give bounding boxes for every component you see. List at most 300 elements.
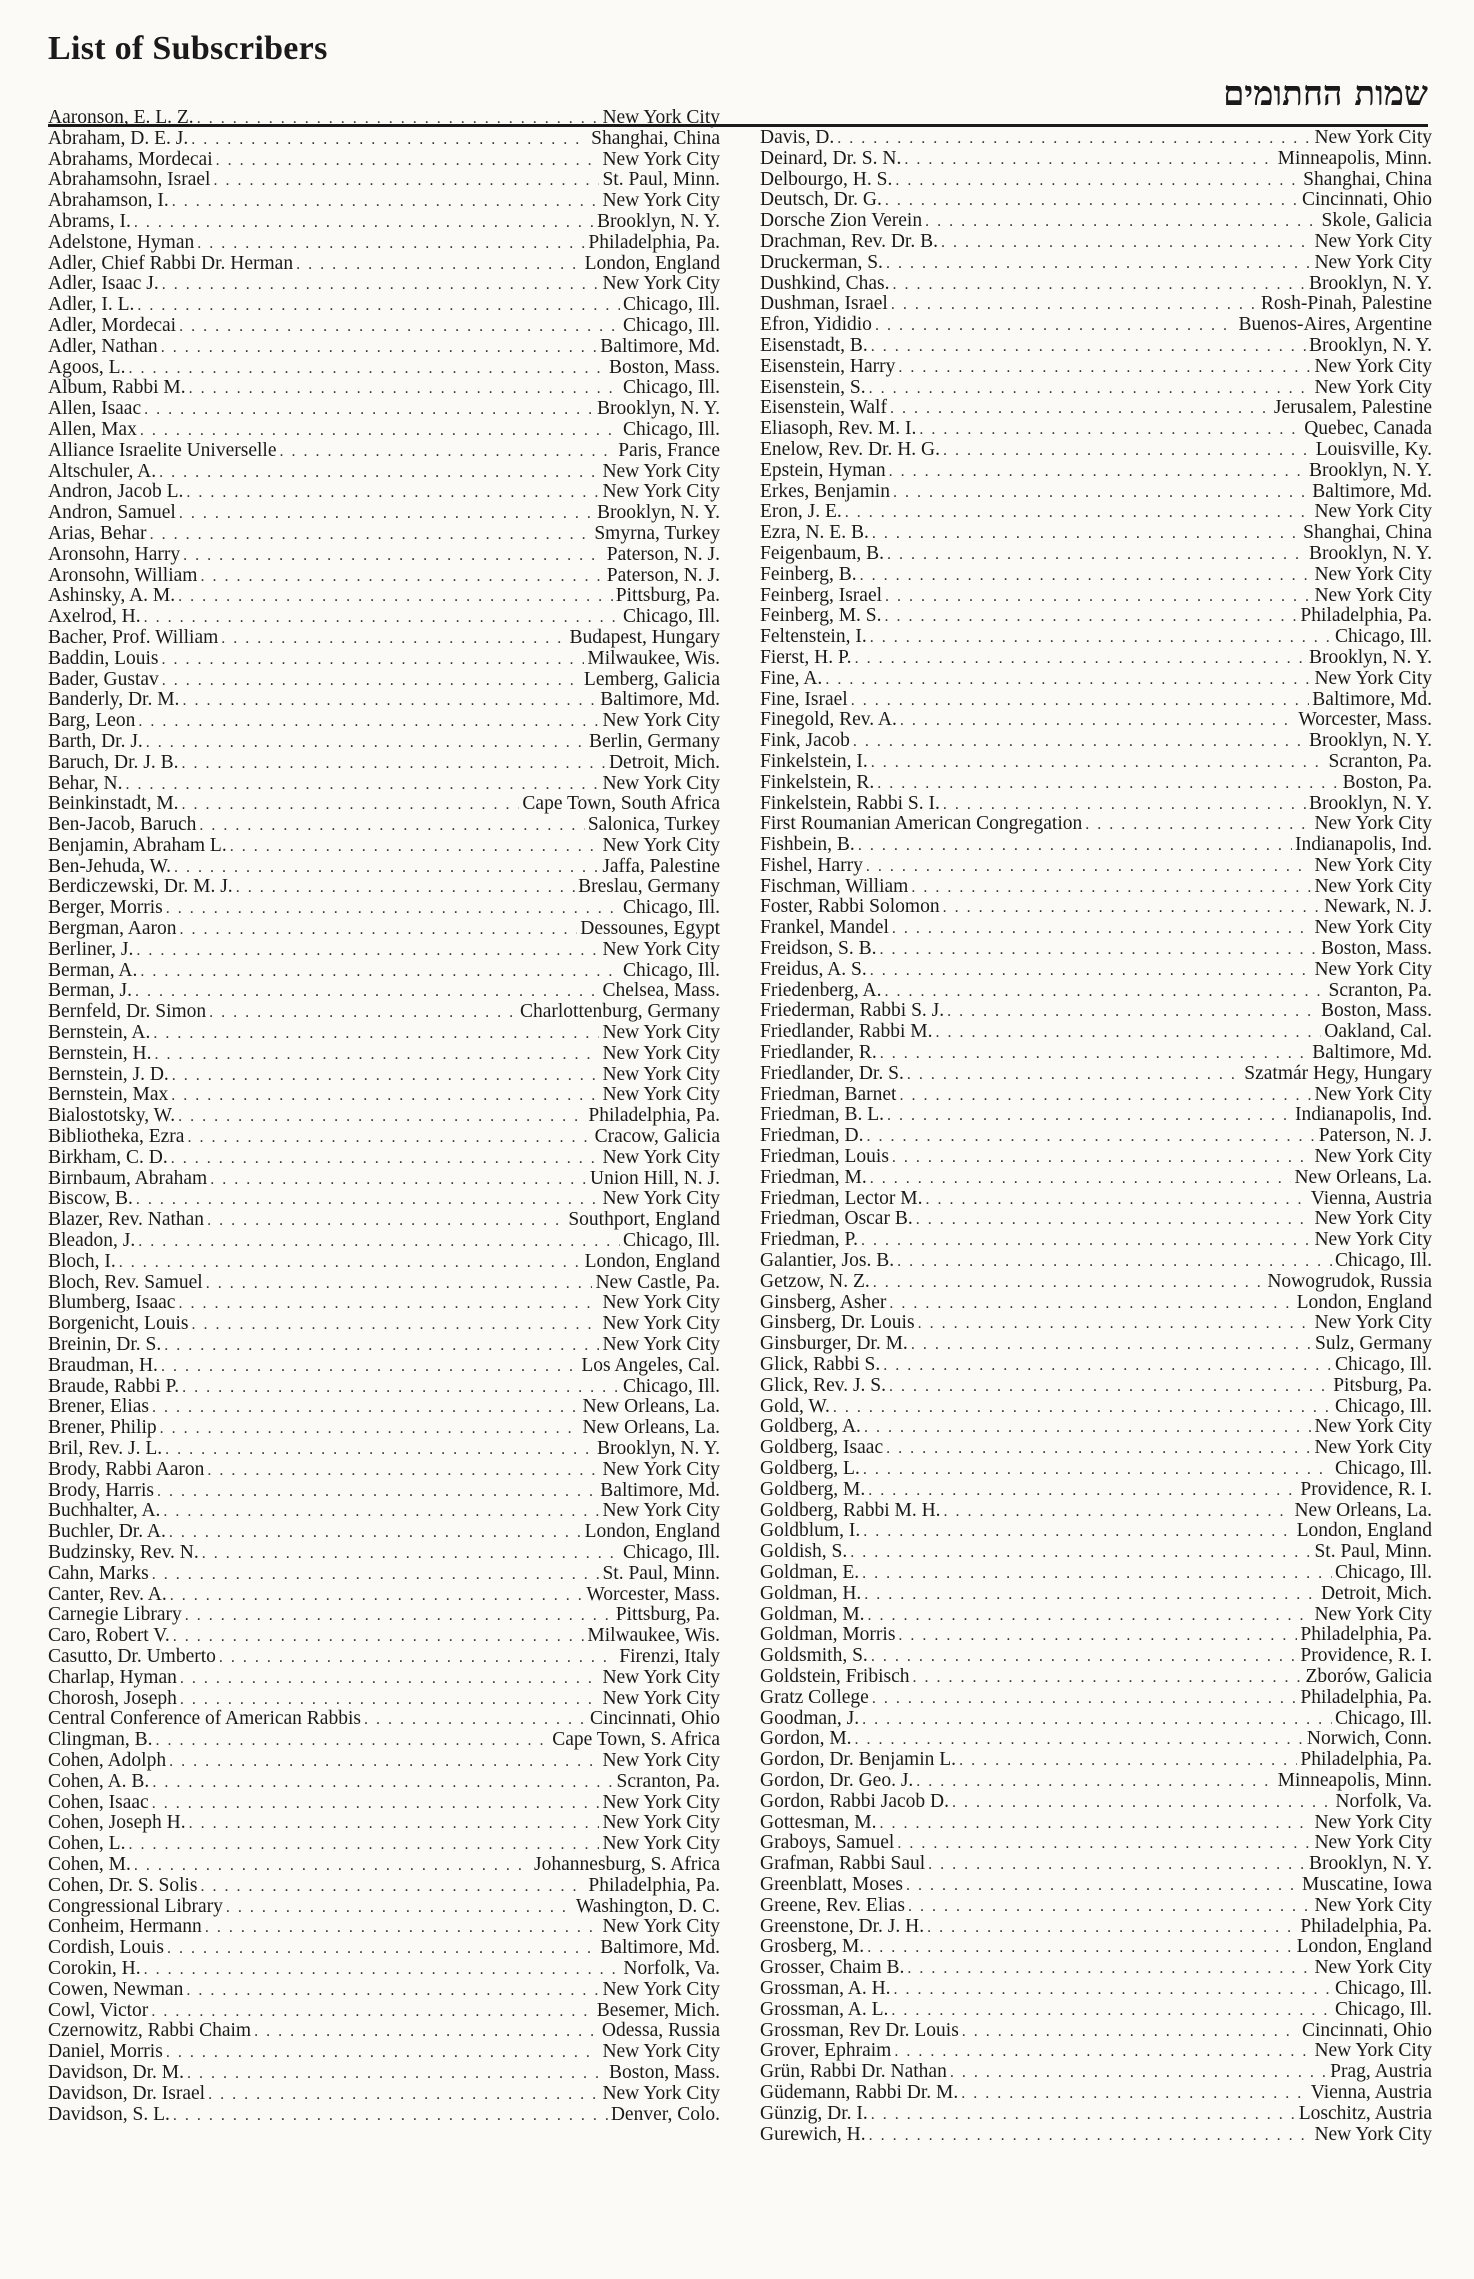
subscriber-location: Boston, Mass.	[1320, 939, 1432, 960]
subscriber-entry	[760, 315, 1432, 336]
dot-leader	[870, 628, 1332, 648]
subscriber-entry	[48, 1335, 720, 1356]
subscriber-entry	[48, 794, 720, 815]
subscriber-location: New York City	[602, 1023, 720, 1044]
dot-leader	[907, 1959, 1311, 1979]
subscriber-name: Axelrod, H.	[48, 607, 141, 628]
subscriber-entry	[48, 2105, 720, 2126]
dot-leader	[863, 1460, 1332, 1480]
subscriber-name: Grossman, Rev Dr. Louis	[760, 2020, 959, 2041]
subscriber-entry	[48, 1044, 720, 1065]
subscriber-entry	[48, 1501, 720, 1522]
subscriber-name: Epstein, Hyman	[760, 460, 886, 481]
subscriber-location: Baltimore, Md.	[600, 690, 720, 711]
dot-leader	[907, 1065, 1241, 1085]
subscriber-location: Philadelphia, Pa.	[588, 1106, 720, 1127]
dot-leader	[207, 1461, 599, 1481]
subscriber-name: Fischman, William	[760, 876, 909, 897]
subscriber-name: Brener, Elias	[48, 1397, 150, 1418]
dot-leader	[219, 1648, 616, 1668]
subscriber-entry	[760, 149, 1432, 170]
subscriber-location: New York City	[602, 1667, 720, 1688]
dot-leader	[170, 1586, 584, 1606]
subscriber-name: Enelow, Rev. Dr. H. G.	[760, 439, 940, 460]
subscriber-location: New York City	[602, 1064, 720, 1085]
dot-leader	[916, 1210, 1312, 1230]
subscriber-name: Feltenstein, I.	[760, 627, 867, 648]
subscriber-entry	[760, 731, 1432, 752]
dot-leader	[173, 1627, 585, 1647]
subscriber-location: Chicago, Ill.	[623, 315, 720, 336]
dot-leader	[898, 1626, 1297, 1646]
subscriber-entry	[760, 1501, 1432, 1522]
subscriber-name: Gordon, M.	[760, 1729, 852, 1750]
subscriber-entry	[760, 586, 1432, 607]
subscriber-entry	[48, 1522, 720, 1543]
subscriber-location: Brooklyn, N. Y.	[597, 399, 720, 420]
subscriber-location: Dessounes, Egypt	[580, 919, 720, 940]
subscriber-location: New York City	[602, 1147, 720, 1168]
subscriber-name: Berman, A.	[48, 960, 138, 981]
subscriber-location: Brooklyn, N. Y.	[1309, 647, 1432, 668]
dot-leader	[144, 1960, 621, 1980]
subscriber-name: Delbourgo, H. S.	[760, 169, 893, 190]
subscriber-location: Boston, Mass.	[1320, 1001, 1432, 1022]
subscriber-name: Biscow, B.	[48, 1189, 133, 1210]
dot-leader	[152, 1773, 613, 1793]
subscriber-location: Brooklyn, N. Y.	[1309, 335, 1432, 356]
subscriber-location: Cincinnati, Ohio	[1302, 2020, 1432, 2041]
subscriber-name: Ezra, N. E. B.	[760, 523, 869, 544]
subscriber-name: Friederman, Rabbi S. J.	[760, 1001, 945, 1022]
dot-leader	[183, 546, 604, 566]
subscriber-location: New York City	[1314, 356, 1432, 377]
subscriber-entry	[760, 1584, 1432, 1605]
dot-leader	[936, 1023, 1322, 1043]
subscriber-name: Bernstein, J. D.	[48, 1064, 169, 1085]
subscriber-entry	[760, 2041, 1432, 2062]
subscriber-entry	[48, 1356, 720, 1377]
subscriber-name: Goldberg, L.	[760, 1459, 860, 1479]
subscriber-entry	[760, 253, 1432, 274]
subscriber-entry	[760, 378, 1432, 399]
subscriber-name: Cohen, Isaac	[48, 1792, 149, 1813]
subscriber-entry	[48, 961, 720, 982]
subscriber-location: Brooklyn, N. Y.	[597, 503, 720, 524]
subscriber-location: St. Paul, Minn.	[602, 170, 720, 191]
dot-leader	[885, 587, 1311, 607]
subscriber-name: Grosberg, M.	[760, 1937, 865, 1958]
subscriber-name: Barth, Dr. J.	[48, 731, 143, 752]
subscriber-name: Agoos, L.	[48, 357, 126, 378]
subscriber-name: Goldman, Morris	[760, 1625, 896, 1646]
dot-leader	[197, 109, 600, 129]
subscriber-location: Oakland, Cal.	[1324, 1022, 1432, 1043]
subscriber-location: New York City	[1314, 231, 1432, 252]
dot-leader	[875, 316, 1236, 336]
dot-leader	[893, 483, 1309, 503]
dot-leader	[182, 795, 520, 815]
dot-leader	[153, 1024, 599, 1044]
dot-leader	[927, 1918, 1297, 1938]
subscriber-name: Blumberg, Isaac	[48, 1293, 176, 1314]
subscriber-location: New York City	[1314, 876, 1432, 897]
subscriber-name: Fishbein, B.	[760, 835, 855, 856]
subscriber-list	[48, 108, 1432, 2258]
dot-leader	[886, 1439, 1311, 1459]
subscriber-name: Beinkinstadt, M.	[48, 794, 179, 815]
subscriber-entry	[48, 919, 720, 940]
subscriber-entry	[48, 2001, 720, 2022]
subscriber-entry	[48, 586, 720, 607]
subscriber-entry	[760, 1313, 1432, 1334]
subscriber-location: Chicago, Ill.	[623, 295, 720, 316]
subscriber-name: Eisenstein, S.	[760, 377, 866, 398]
dot-leader	[171, 1149, 600, 1169]
subscriber-name: Bernstein, H.	[48, 1043, 152, 1064]
subscriber-name: Fink, Jacob	[760, 731, 850, 752]
subscriber-location: Baltimore, Md.	[600, 1938, 720, 1959]
subscriber-location: Chicago, Ill.	[1335, 1355, 1432, 1376]
subscriber-name: Allen, Max	[48, 419, 137, 440]
subscriber-name: Gurewich, H.	[760, 2124, 866, 2145]
dot-leader	[845, 503, 1312, 523]
subscriber-name: Eisenstein, Walf	[760, 398, 887, 419]
subscriber-location: London, England	[1296, 1937, 1432, 1958]
subscriber-entry	[760, 1417, 1432, 1438]
subscriber-location: Paterson, N. J.	[606, 565, 720, 586]
dot-leader	[943, 898, 1322, 918]
subscriber-name: Brener, Philip	[48, 1418, 157, 1439]
dot-leader	[126, 775, 600, 795]
dot-leader	[898, 358, 1311, 378]
subscriber-entry	[48, 857, 720, 878]
subscriber-location: New York City	[602, 1293, 720, 1314]
subscriber-location: Nowogrudok, Russia	[1267, 1271, 1432, 1292]
subscriber-entry	[760, 1709, 1432, 1730]
dot-leader	[364, 1710, 587, 1730]
subscriber-name: Cordish, Louis	[48, 1938, 164, 1959]
subscriber-location: Brooklyn, N. Y.	[597, 211, 720, 232]
dot-leader	[201, 1877, 586, 1897]
subscriber-name: Berger, Morris	[48, 898, 163, 919]
subscriber-location: Scranton, Pa.	[1328, 751, 1432, 772]
subscriber-location: Baltimore, Md.	[1312, 689, 1432, 710]
subscriber-entry	[760, 1064, 1432, 1085]
subscriber-entry	[48, 545, 720, 566]
dot-leader	[943, 795, 1306, 815]
subscriber-entry	[760, 1896, 1432, 1917]
subscriber-location: Vienna, Austria	[1310, 2082, 1432, 2103]
subscriber-location: Quebec, Canada	[1304, 419, 1432, 440]
subscriber-location: New Orleans, La.	[1294, 1500, 1432, 1521]
subscriber-entry	[760, 835, 1432, 856]
dot-leader	[851, 691, 1310, 711]
subscriber-location: Providence, R. I.	[1300, 1646, 1432, 1667]
subscriber-location: Chicago, Ill.	[623, 898, 720, 919]
subscriber-name: Abrams, I.	[48, 211, 131, 232]
subscriber-entry	[48, 1023, 720, 1044]
subscriber-location: Newark, N. J.	[1324, 897, 1432, 918]
dot-leader	[872, 524, 1300, 544]
subscriber-entry	[48, 378, 720, 399]
subscriber-name: Cohen, Adolph	[48, 1750, 167, 1771]
dot-leader	[869, 2126, 1312, 2146]
dot-leader	[179, 504, 594, 524]
subscriber-entry	[760, 565, 1432, 586]
subscriber-location: Indianapolis, Ind.	[1294, 835, 1432, 856]
dot-leader	[199, 816, 584, 836]
dot-leader	[918, 1314, 1312, 1334]
subscriber-location: Boston, Mass.	[608, 2062, 720, 2083]
subscriber-location: Rosh-Pinah, Palestine	[1260, 294, 1432, 315]
dot-leader	[161, 1357, 578, 1377]
subscriber-location: Cincinnati, Ohio	[590, 1709, 720, 1730]
subscriber-entry	[760, 710, 1432, 731]
subscriber-entry	[760, 1854, 1432, 1875]
subscriber-name: Charlap, Hyman	[48, 1667, 177, 1688]
dot-leader	[144, 400, 594, 420]
subscriber-entry	[760, 274, 1432, 295]
dot-leader	[867, 1938, 1293, 1958]
subscriber-entry	[48, 358, 720, 379]
subscriber-location: Skole, Galicia	[1321, 211, 1432, 232]
subscriber-entry	[48, 1273, 720, 1294]
subscriber-location: New York City	[1314, 1417, 1432, 1438]
subscriber-entry	[760, 669, 1432, 690]
subscriber-name: Czernowitz, Rabbi Chaim	[48, 2021, 252, 2042]
dot-leader	[864, 1585, 1318, 1605]
dot-leader	[279, 442, 615, 462]
subscriber-entry	[48, 1065, 720, 1086]
subscriber-location: Baltimore, Md.	[600, 336, 720, 357]
dot-leader	[868, 1481, 1297, 1501]
subscriber-location: Shanghai, China	[1303, 169, 1432, 190]
subscriber-location: New York City	[602, 1459, 720, 1480]
subscriber-location: Zborów, Galicia	[1305, 1666, 1432, 1687]
subscriber-entry	[760, 960, 1432, 981]
subscriber-entry	[760, 1251, 1432, 1272]
subscriber-name: Grafman, Rabbi Saul	[760, 1854, 926, 1875]
subscriber-location: Louisville, Ky.	[1315, 439, 1432, 460]
subscriber-name: Bleadon, J.	[48, 1231, 136, 1252]
subscriber-name: Ben-Jehuda, W.	[48, 856, 171, 877]
subscriber-entry	[760, 814, 1432, 835]
dot-leader	[207, 1211, 565, 1231]
subscriber-entry	[48, 1959, 720, 1980]
subscriber-location: New York City	[602, 1688, 720, 1709]
dot-leader	[962, 2022, 1299, 2042]
subscriber-entry	[48, 1148, 720, 1169]
subscriber-entry	[48, 1481, 720, 1502]
dot-leader	[883, 1356, 1332, 1376]
subscriber-name: Goodman, J.	[760, 1708, 860, 1729]
subscriber-name: Friedman, D.	[760, 1126, 864, 1147]
dot-leader	[911, 1335, 1312, 1355]
dot-leader	[226, 1898, 573, 1918]
subscriber-location: Denver, Colo.	[610, 2104, 720, 2125]
dot-leader	[182, 754, 606, 774]
subscriber-entry	[48, 191, 720, 212]
dot-leader	[191, 1315, 599, 1335]
dot-leader	[894, 1980, 1333, 2000]
subscriber-name: Goldberg, Isaac	[760, 1438, 884, 1459]
subscriber-name: Congressional Library	[48, 1896, 223, 1917]
subscriber-location: Baltimore, Md.	[1312, 481, 1432, 502]
dot-leader	[146, 733, 586, 753]
subscriber-name: Davidson, Dr. M.	[48, 2062, 184, 2083]
dot-leader	[928, 1855, 1306, 1875]
subscriber-name: Druckerman, S.	[760, 252, 883, 273]
dot-leader	[891, 2001, 1332, 2021]
subscriber-entry	[48, 1169, 720, 1190]
subscriber-entry	[760, 2083, 1432, 2104]
subscriber-name: Eisenstadt, B.	[760, 335, 868, 356]
hebrew-title: שמות החתומים	[1223, 74, 1428, 114]
dot-leader	[160, 1419, 580, 1439]
subscriber-name: Getzow, N. Z.	[760, 1271, 870, 1292]
subscriber-entry	[760, 1209, 1432, 1230]
subscriber-location: Johannesburg, S. Africa	[534, 1854, 720, 1875]
subscriber-location: Scranton, Pa.	[616, 1771, 720, 1792]
dot-leader	[152, 1565, 600, 1585]
dot-leader	[880, 1044, 1310, 1064]
subscriber-name: Berman, J.	[48, 981, 132, 1002]
subscriber-name: Barg, Leon	[48, 711, 136, 732]
dot-leader	[180, 920, 578, 940]
dot-leader	[944, 1502, 1292, 1522]
subscriber-entry	[48, 690, 720, 711]
dot-leader	[860, 566, 1312, 586]
subscriber-location: New York City	[602, 2042, 720, 2063]
dot-leader	[172, 192, 600, 212]
subscriber-name: Goldman, E.	[760, 1562, 860, 1583]
dot-leader	[873, 1273, 1265, 1293]
subscriber-location: Besemer, Mich.	[596, 2000, 720, 2021]
subscriber-entry	[760, 440, 1432, 461]
dot-leader	[254, 2022, 599, 2042]
dot-leader	[206, 1274, 593, 1294]
dot-leader	[891, 295, 1258, 315]
dot-leader	[897, 1252, 1332, 1272]
subscriber-location: Philadelphia, Pa.	[1300, 1916, 1432, 1937]
dot-leader	[213, 171, 599, 191]
subscriber-name: Allen, Isaac	[48, 399, 142, 420]
dot-leader	[862, 1710, 1332, 1730]
subscriber-entry	[760, 294, 1432, 315]
subscriber-location: Indianapolis, Ind.	[1294, 1105, 1432, 1126]
subscriber-location: Brooklyn, N. Y.	[1309, 731, 1432, 752]
subscriber-name: Gottesman, M.	[760, 1812, 877, 1833]
subscriber-entry	[48, 2063, 720, 2084]
subscriber-name: Feinberg, B.	[760, 564, 857, 585]
subscriber-name: Altschuler, A.	[48, 461, 157, 482]
subscriber-name: Ben-Jacob, Baruch	[48, 815, 197, 836]
dot-leader	[855, 649, 1306, 669]
dot-leader	[879, 940, 1317, 960]
subscriber-location: New York City	[1314, 564, 1432, 585]
dot-leader	[890, 399, 1271, 419]
subscriber-entry	[48, 670, 720, 691]
subscriber-location: New York City	[1314, 1209, 1432, 1230]
subscriber-name: Canter, Rev. A.	[48, 1584, 167, 1605]
subscriber-name: Friedlander, Rabbi M.	[760, 1022, 933, 1043]
subscriber-entry	[48, 1689, 720, 1710]
subscriber-name: Bernstein, A.	[48, 1023, 151, 1044]
subscriber-name: Adelstone, Hyman	[48, 232, 195, 253]
subscriber-location: Breslau, Germany	[578, 877, 720, 898]
subscriber-location: Buenos-Aires, Argentine	[1238, 315, 1432, 336]
subscriber-entry	[760, 648, 1432, 669]
subscriber-name: Gordon, Dr. Benjamin L.	[760, 1750, 957, 1771]
subscriber-name: Freidson, S. B.	[760, 939, 877, 960]
subscriber-name: Abrahams, Mordecai	[48, 149, 213, 170]
dot-leader	[889, 462, 1306, 482]
subscriber-name: Grossman, A. L.	[760, 1999, 889, 2020]
subscriber-entry	[760, 918, 1432, 939]
subscriber-location: London, England	[1296, 1521, 1432, 1542]
subscriber-location: Southport, England	[568, 1210, 720, 1231]
subscriber-location: Philadelphia, Pa.	[1300, 1625, 1432, 1646]
dot-leader	[889, 1294, 1293, 1314]
dot-leader	[165, 1440, 594, 1460]
subscriber-entry	[760, 128, 1432, 149]
subscriber-location: Chicago, Ill.	[1335, 1562, 1432, 1583]
dot-leader	[137, 296, 620, 316]
subscriber-name: Greenstone, Dr. J. H.	[760, 1916, 925, 1937]
subscriber-entry	[48, 462, 720, 483]
subscriber-name: Davidson, S. L.	[48, 2104, 170, 2125]
subscriber-entry	[760, 398, 1432, 419]
dot-leader	[172, 1066, 600, 1086]
dot-leader	[941, 233, 1311, 253]
subscriber-location: London, England	[584, 1251, 720, 1272]
subscriber-entry	[760, 232, 1432, 253]
subscriber-name: Grün, Rabbi Dr. Nathan	[760, 2062, 947, 2083]
subscriber-name: Grossman, A. H.	[760, 1978, 891, 1999]
subscriber-name: Greenblatt, Moses	[760, 1874, 903, 1895]
dot-leader	[178, 1107, 585, 1127]
subscriber-name: Aaronson, E. L. Z.	[48, 108, 194, 128]
dot-leader	[886, 254, 1312, 274]
dot-leader	[157, 1482, 597, 1502]
subscriber-name: Buchler, Dr. A.	[48, 1522, 166, 1543]
subscriber-location: Loschitz, Austria	[1298, 2103, 1432, 2124]
subscriber-name: Gordon, Dr. Geo. J.	[760, 1770, 914, 1791]
subscriber-name: Dorsche Zion Verein	[760, 211, 923, 232]
subscriber-entry	[760, 1625, 1432, 1646]
subscriber-name: Brody, Rabbi Aaron	[48, 1459, 205, 1480]
dot-leader	[866, 857, 1312, 877]
subscriber-location: New York City	[602, 1750, 720, 1771]
subscriber-name: Grover, Ephraim	[760, 2041, 892, 2062]
subscriber-entry	[760, 897, 1432, 918]
subscriber-entry	[48, 1127, 720, 1148]
dot-leader	[182, 1378, 620, 1398]
subscriber-location: New York City	[1314, 128, 1432, 148]
subscriber-entry	[48, 503, 720, 524]
subscriber-name: Finegold, Rev. A.	[760, 710, 897, 731]
subscriber-entry	[48, 711, 720, 732]
subscriber-location: New York City	[602, 711, 720, 732]
dot-leader	[869, 379, 1312, 399]
subscriber-entry	[760, 2000, 1432, 2021]
subscriber-entry	[760, 939, 1432, 960]
dot-leader	[140, 421, 620, 441]
dot-leader	[209, 1003, 517, 1023]
dot-leader	[136, 1190, 600, 1210]
subscriber-entry	[48, 1439, 720, 1460]
